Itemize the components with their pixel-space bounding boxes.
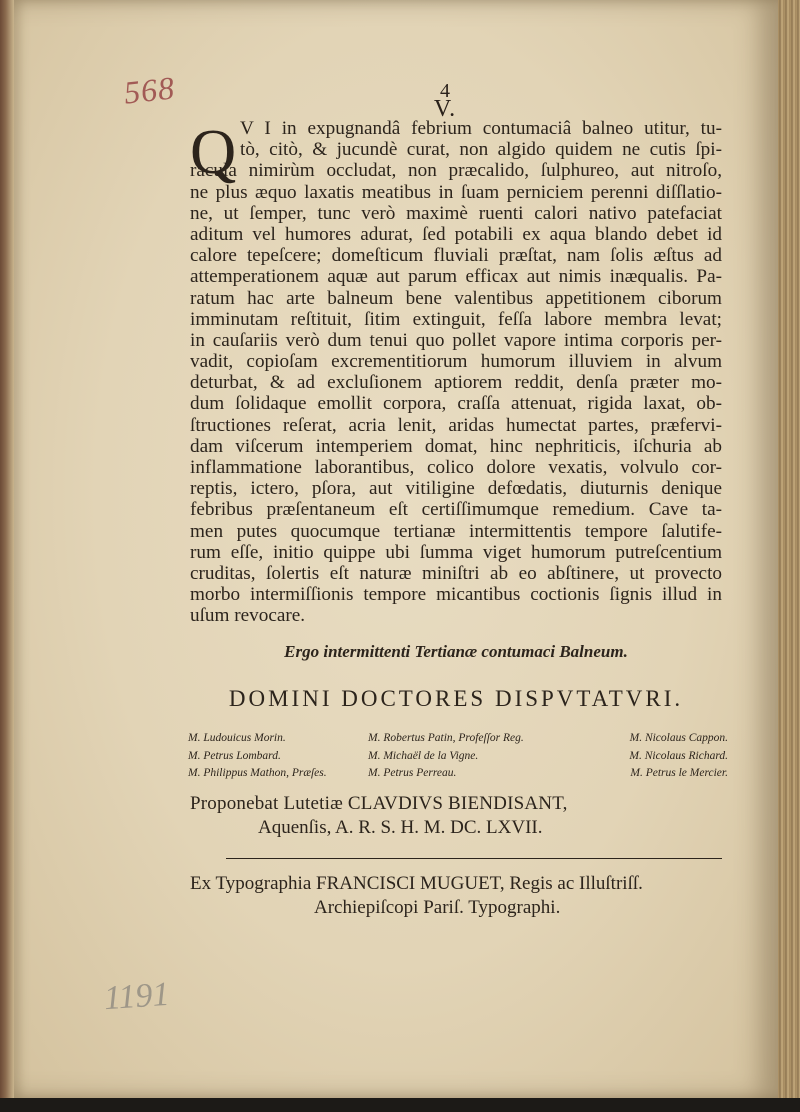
book-spine-edge <box>0 0 14 1112</box>
text-line: cruditas, ſolertis eſt naturæ miniſtri ab eo abſtinere, ut provecto <box>190 562 722 584</box>
divider-rule <box>226 858 722 859</box>
text-line: reptis, ictero, pſora, aut vitiligine defœdatis, diuturnis denique <box>190 478 722 500</box>
drop-cap: Q <box>190 116 237 187</box>
text-line: V I in expugnandâ febrium contumaciâ balneo utitur, tu- <box>240 118 722 139</box>
presenter-block <box>190 792 722 840</box>
disputant-name: M. Philippus Mathon, Præſes. <box>188 767 327 779</box>
imprint-line: Ex Typographia FRANCISCI MUGUET, Regis ac Illuſtriſſ. <box>190 873 643 894</box>
page-stack-edge <box>778 0 800 1112</box>
text-line: attemperationem aquæ aut parum efficax aut nimis inæqualis. Pa- <box>190 266 722 288</box>
text-line: dum ſolidaque emollit corpora, craſſa attenuat, rigida laxat, ob- <box>190 393 722 415</box>
text-line: rum eſſe, initio quippe ubi ſumma viget humorum putreſcentium <box>190 541 722 563</box>
text-line: calore tepeſcere; domeſticum fluviali præſtat, nam ſolis æſtus ad <box>190 245 722 267</box>
disputant-name: M. Nicolaus Richard. <box>629 749 728 762</box>
text-line: febribus præſentaneum eſt certiſſimumque remedium. Cave ta- <box>190 499 722 521</box>
imprint-block <box>190 872 730 920</box>
text-line: in cauſariis verò dum tenui quo pollet vapore intima corporis per- <box>190 329 722 351</box>
text-line: vadit, copioſam excrementitiorum humorum illuviem in alvum <box>190 351 722 373</box>
section-number: V. <box>433 96 457 122</box>
text-line: uſum revocare. <box>190 605 306 627</box>
text-line: dam viſcerum intemperiem domat, hinc nephriticis, iſchuria ab <box>190 435 722 457</box>
text-line: imminutam reſtituit, ſitim extinguit, feſſa labore membra levat; <box>190 308 722 330</box>
body-text <box>190 118 722 627</box>
page-number: 4 <box>440 80 450 102</box>
disputants-heading: DOMINI DOCTORES DISPVTATVRI. <box>228 686 684 711</box>
text-line: ſtructiones reſerat, acria lenit, aridas humectat partes, præfervi- <box>190 414 722 436</box>
text-line: ne plus æquo laxatis meatibus in ſuam perniciem perenni diſſlatio- <box>190 181 722 203</box>
text-line: deturbat, & ad excluſionem aptiorem reddit, denſa præter mo- <box>190 372 722 394</box>
thesis-statement: Ergo intermittenti Tertianæ contumaci Balneum. <box>284 642 628 661</box>
imprint-line: Archiepiſcopi Pariſ. Typographi. <box>314 897 561 918</box>
disputant-name: M. Petrus Lombard. <box>188 749 281 762</box>
disputant-name: M. Petrus Perreau. <box>368 767 457 779</box>
text-line: inflammatione laborantibus, colico dolore vexatis, volvulo cor- <box>190 457 722 478</box>
text-line: racula nimirùm occludat, non præcalido, ſulphureo, aut nitroſo, <box>190 160 722 182</box>
text-line: morbo intermiſſionis tempore micantibus coctionis ſignis illud in <box>190 584 722 606</box>
disputants-list <box>188 730 728 783</box>
disputant-name: M. Nicolaus Cappon. <box>629 732 728 744</box>
text-line: men putes quocumque tertianæ intermittentis tempore ſalutife- <box>190 520 722 542</box>
disputant-name: M. Ludouicus Morin. <box>188 732 286 744</box>
pencil-annotation: 1191 <box>102 975 171 1018</box>
bottom-strip <box>0 1098 800 1112</box>
disputant-name: M. Michaël de la Vigne. <box>368 749 479 762</box>
text-line: aditum vel humores adurat, ſed potabili ex aqua blando debet id <box>190 223 722 245</box>
shelfmark: 568 <box>122 69 177 111</box>
text-line: ne, ut ſemper, tunc verò maximè ruenti calori nativo patefaciat <box>190 202 722 224</box>
text-line: tò, citò, & jucundè curat, non algido quidem ne cutis ſpi- <box>240 139 722 161</box>
presenter-line: Proponebat Lutetiæ CLAVDIVS BIENDISANT, <box>190 793 568 814</box>
disputant-name: M. Petrus le Mercier. <box>630 767 728 779</box>
disputant-name: M. Robertus Patin, Profeſſor Reg. <box>368 732 524 744</box>
text-line: ratum hac arte balneum bene valentibus appetitionem ciborum <box>190 287 722 309</box>
presenter-line: Aquenſis, A. R. S. H. M. DC. LXVII. <box>258 817 543 838</box>
